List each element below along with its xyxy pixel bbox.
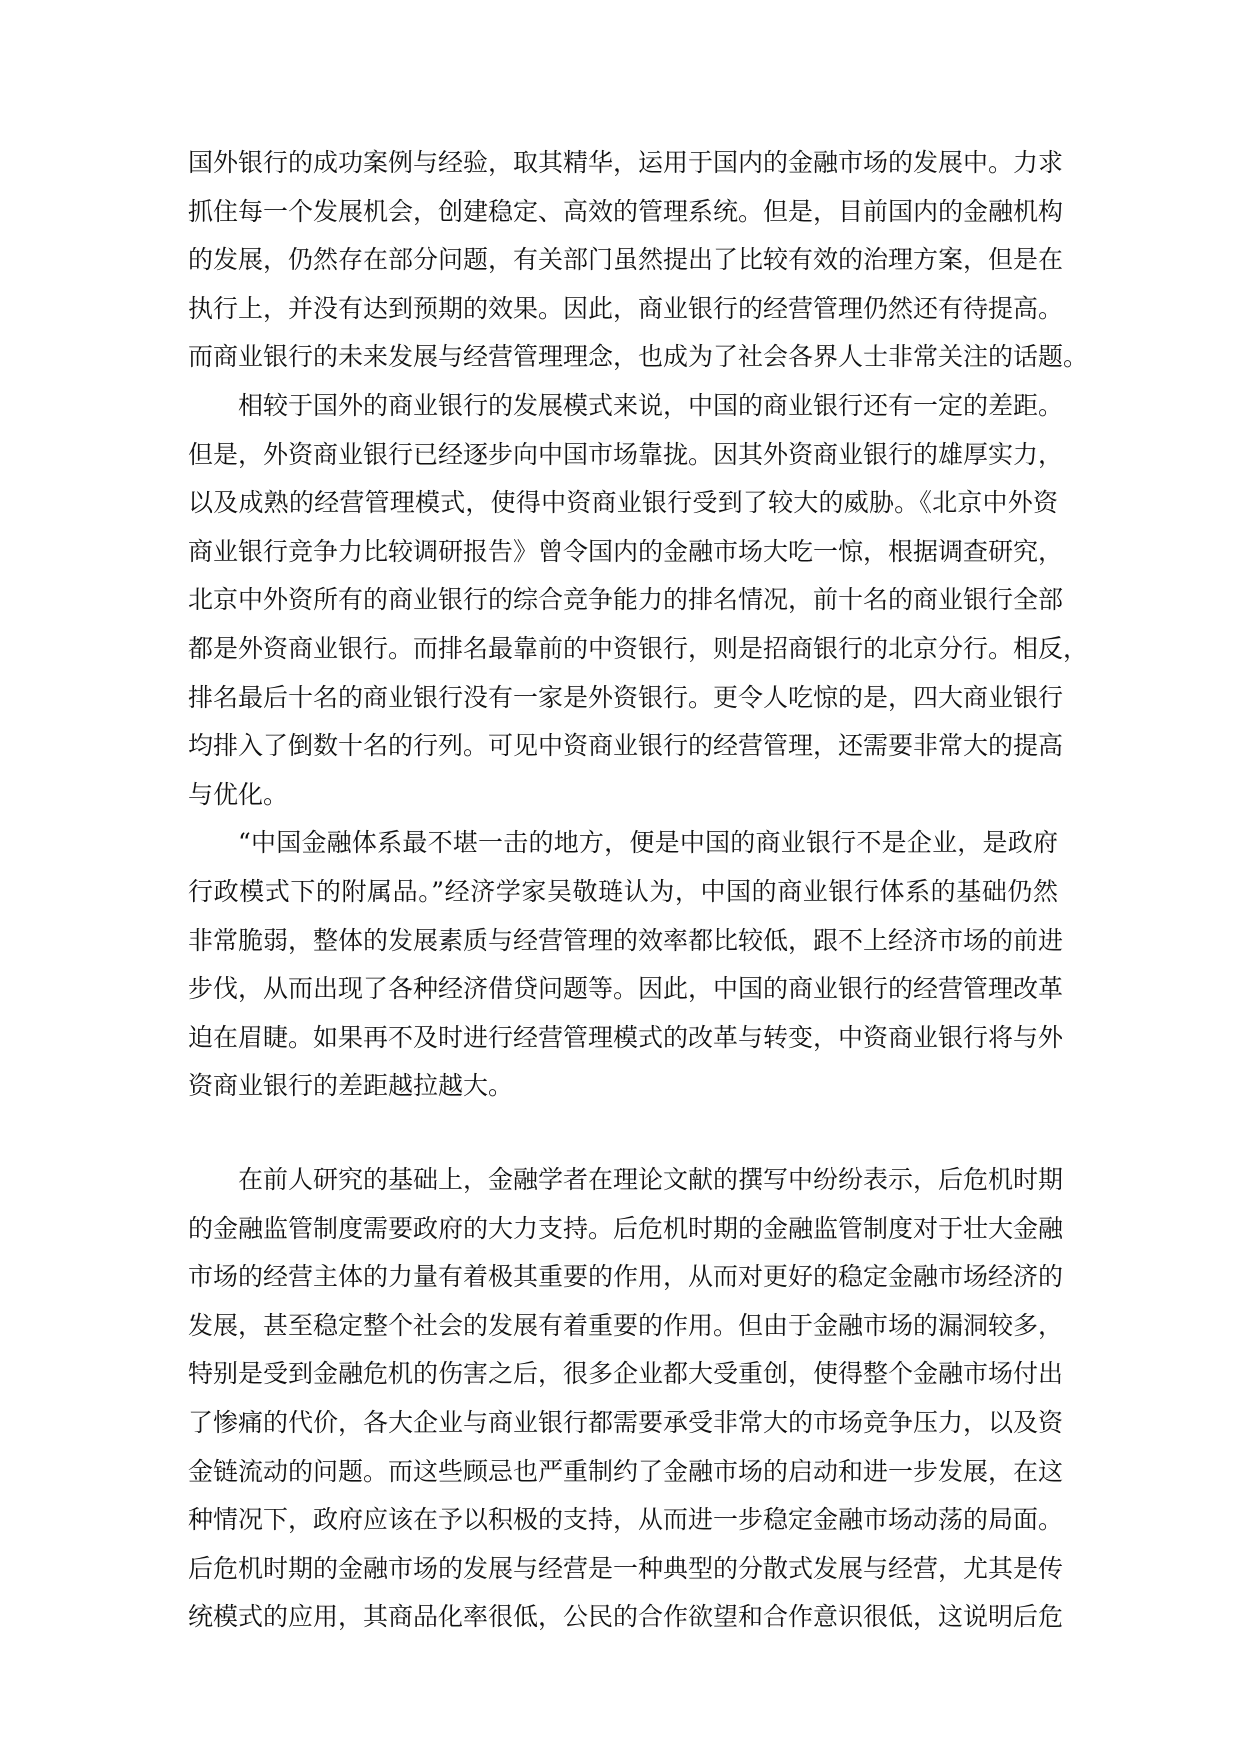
text-line: 金链流动的问题。而这些顾忌也严重制约了金融市场的启动和进一步发展，在这 — [188, 1456, 1064, 1486]
text-line: 但是，外资商业银行已经逐步向中国市场靠拢。因其外资商业银行的雄厚实力， — [188, 439, 1064, 469]
text-line: 的发展，仍然存在部分问题，有关部门虽然提出了比较有效的治理方案，但是在 — [188, 245, 1064, 275]
text-line: 了惨痛的代价，各大企业与商业银行都需要承受非常大的市场竞争压力，以及资 — [188, 1407, 1064, 1437]
text-line: 国外银行的成功案例与经验，取其精华，运用于国内的金融市场的发展中。力求 — [188, 148, 1064, 177]
text-line: 在前人研究的基础上，金融学者在理论文献的撰写中纷纷表示，后危机时期 — [238, 1165, 1064, 1194]
text-line: 以及成熟的经营管理模式，使得中资商业银行受到了较大的威胁。《北京中外资 — [188, 488, 1058, 518]
text-line: 执行上，并没有达到预期的效果。因此，商业银行的经营管理仍然还有待提高。 — [188, 293, 1064, 323]
text-line: 行政模式下的附属品。”经济学家吴敬琏认为，中国的商业银行体系的基础仍然 — [188, 876, 1058, 906]
text-line: 的金融监管制度需要政府的大力支持。后危机时期的金融监管制度对于壮大金融 — [188, 1213, 1064, 1243]
text-line: 都是外资商业银行。而排名最靠前的中资银行，则是招商银行的北京分行。相反， — [188, 633, 1089, 663]
text-block-1 — [188, 139, 1089, 1111]
text-line: 步伐，从而出现了各种经济借贷问题等。因此，中国的商业银行的经营管理改革 — [188, 974, 1064, 1004]
text-line: 资商业银行的差距越拉越大。 — [188, 1071, 514, 1101]
text-line: 商业银行竞争力比较调研报告》曾令国内的金融市场大吃一惊，根据调查研究， — [188, 536, 1064, 566]
text-line: 相较于国外的商业银行的发展模式来说，中国的商业银行还有一定的差距。 — [238, 390, 1064, 420]
text-line: 北京中外资所有的商业银行的综合竞争能力的排名情况，前十名的商业银行全部 — [188, 585, 1064, 615]
text-line: 抓住每一个发展机会，创建稳定、高效的管理系统。但是，目前国内的金融机构 — [188, 196, 1064, 226]
text-line: “中国金融体系最不堪一击的地方，便是中国的商业银行不是企业，是政府 — [238, 828, 1058, 858]
text-line: 种情况下，政府应该在予以积极的支持，从而进一步稳定金融市场动荡的局面。 — [188, 1505, 1064, 1535]
text-line: 非常脆弱，整体的发展素质与经营管理的效率都比较低，跟不上经济市场的前进 — [188, 925, 1064, 955]
text-line: 发展，甚至稳定整个社会的发展有着重要的作用。但由于金融市场的漏洞较多， — [188, 1310, 1064, 1340]
text-line: 而商业银行的未来发展与经营管理理念，也成为了社会各界人士非常关注的话题。 — [188, 342, 1089, 372]
text-line: 迫在眉睫。如果再不及时进行经营管理模式的改革与转变，中资商业银行将与外 — [188, 1022, 1064, 1052]
text-line: 与优化。 — [188, 779, 289, 809]
text-block-2 — [188, 1156, 1064, 1642]
text-line: 后危机时期的金融市场的发展与经营是一种典型的分散式发展与经营，尤其是传 — [188, 1553, 1064, 1583]
text-line: 统模式的应用，其商品化率很低，公民的合作欲望和合作意识很低，这说明后危 — [188, 1602, 1064, 1632]
text-line: 特别是受到金融危机的伤害之后，很多企业都大受重创，使得整个金融市场付出 — [188, 1359, 1064, 1389]
text-line: 均排入了倒数十名的行列。可见中资商业银行的经营管理，还需要非常大的提高 — [188, 731, 1064, 761]
text-line: 市场的经营主体的力量有着极其重要的作用，从而对更好的稳定金融市场经济的 — [188, 1262, 1064, 1292]
text-line: 排名最后十名的商业银行没有一家是外资银行。更令人吃惊的是，四大商业银行 — [188, 682, 1064, 712]
